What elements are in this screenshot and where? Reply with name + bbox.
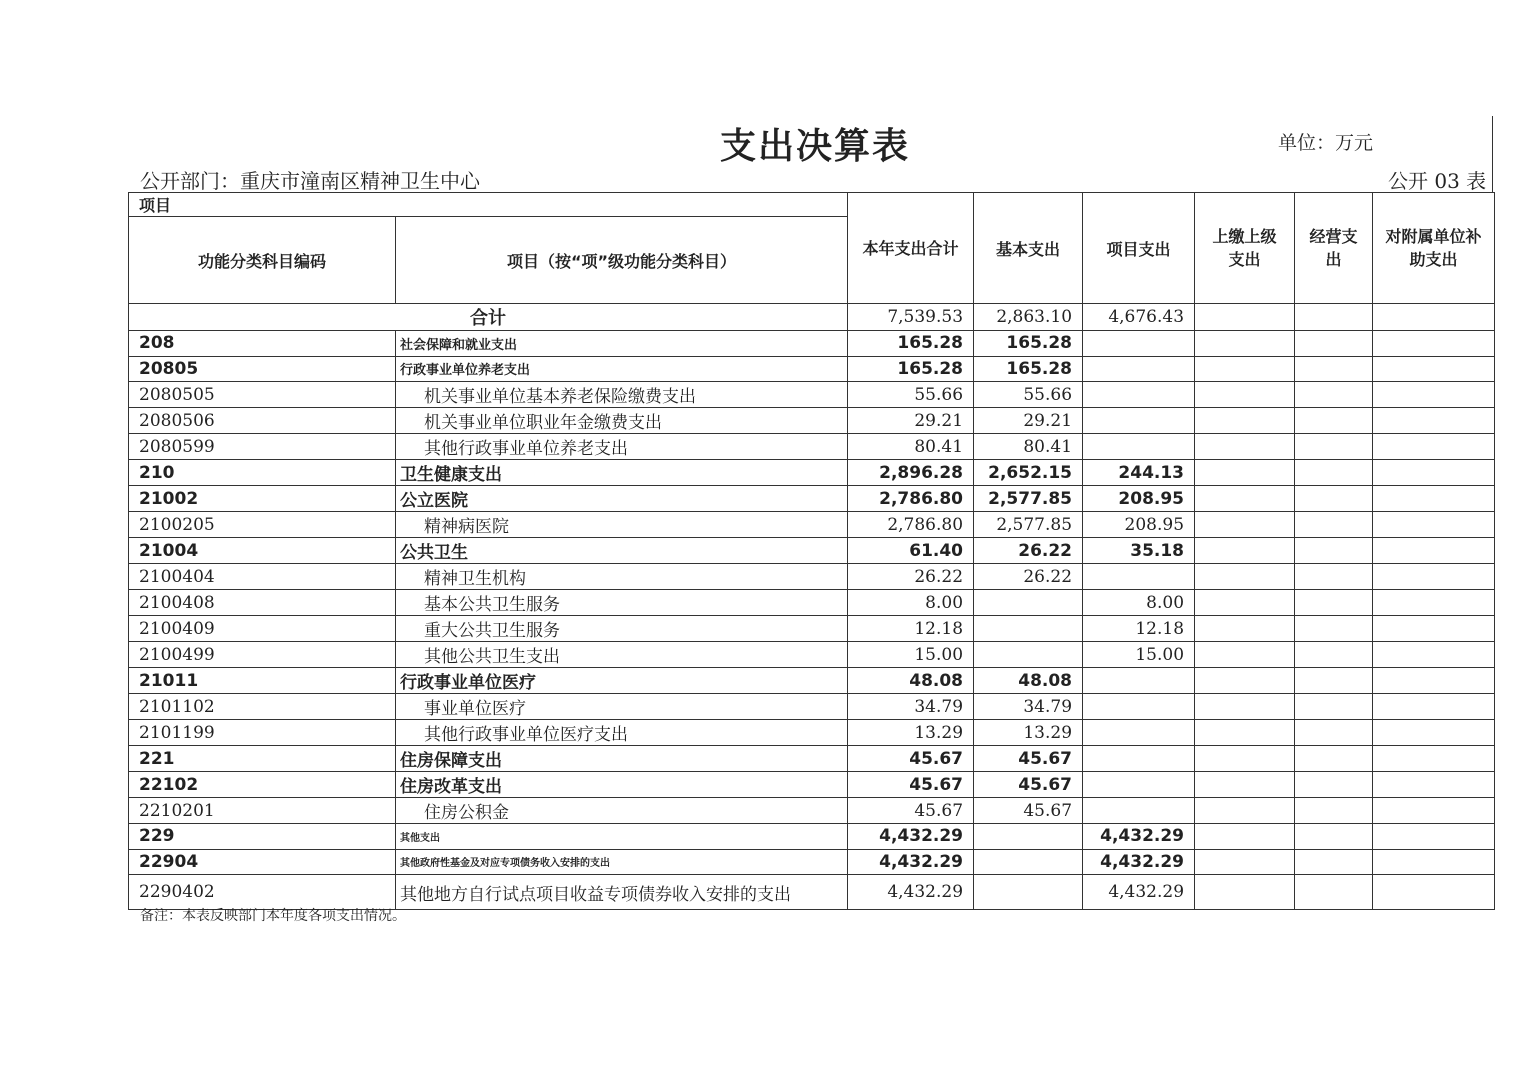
row-subsidy xyxy=(1373,590,1495,616)
row-code: 2100205 xyxy=(129,512,396,538)
row-business xyxy=(1295,694,1373,720)
row-total: 29.21 xyxy=(848,408,974,434)
row-name: 社会保障和就业支出 xyxy=(396,331,848,357)
row-subsidy xyxy=(1373,616,1495,642)
row-total: 34.79 xyxy=(848,694,974,720)
row-basic: 34.79 xyxy=(974,694,1083,720)
table-row xyxy=(129,590,1495,616)
row-project xyxy=(1083,720,1195,746)
row-business xyxy=(1295,772,1373,798)
header-business: 经营支出 xyxy=(1295,193,1373,304)
header-name: 项目（按“项”级功能分类科目） xyxy=(396,217,848,304)
row-subsidy xyxy=(1373,694,1495,720)
row-subsidy xyxy=(1373,668,1495,694)
footnote: 备注：本表反映部门本年度各项支出情况。 xyxy=(140,908,406,924)
row-basic: 48.08 xyxy=(974,668,1083,694)
row-name: 公立医院 xyxy=(396,486,848,512)
row-name: 住房改革支出 xyxy=(396,772,848,798)
row-project: 208.95 xyxy=(1083,512,1195,538)
row-business xyxy=(1295,434,1373,460)
row-business xyxy=(1295,798,1373,824)
row-name: 行政事业单位医疗 xyxy=(396,668,848,694)
row-project: 8.00 xyxy=(1083,590,1195,616)
table-row xyxy=(129,772,1495,798)
header-project: 项目支出 xyxy=(1083,193,1195,304)
row-code: 21002 xyxy=(129,486,396,512)
row-business xyxy=(1295,408,1373,434)
row-project: 4,432.29 xyxy=(1083,849,1195,875)
row-business xyxy=(1295,616,1373,642)
table-row xyxy=(129,616,1495,642)
header-total: 本年支出合计 xyxy=(848,193,974,304)
row-name: 其他公共卫生支出 xyxy=(396,642,848,668)
row-upper xyxy=(1195,720,1295,746)
row-name: 其他支出 xyxy=(396,824,848,850)
row-upper xyxy=(1195,486,1295,512)
row-business xyxy=(1295,849,1373,875)
row-code: 2290402 xyxy=(129,875,396,910)
row-name: 其他行政事业单位医疗支出 xyxy=(396,720,848,746)
row-business xyxy=(1295,642,1373,668)
row-subsidy xyxy=(1373,382,1495,408)
row-project xyxy=(1083,356,1195,382)
row-upper xyxy=(1195,434,1295,460)
row-upper xyxy=(1195,668,1295,694)
row-basic xyxy=(974,642,1083,668)
row-name: 其他行政事业单位养老支出 xyxy=(396,434,848,460)
row-subsidy xyxy=(1373,772,1495,798)
page-title: 支出决算表 xyxy=(720,126,911,167)
row-subsidy xyxy=(1373,331,1495,357)
row-basic xyxy=(974,590,1083,616)
row-total: 61.40 xyxy=(848,538,974,564)
row-total: 2,896.28 xyxy=(848,460,974,486)
row-business xyxy=(1295,564,1373,590)
table-row xyxy=(129,849,1495,875)
row-subsidy xyxy=(1373,564,1495,590)
row-business xyxy=(1295,538,1373,564)
row-basic: 80.41 xyxy=(974,434,1083,460)
row-project xyxy=(1083,434,1195,460)
row-upper xyxy=(1195,356,1295,382)
row-name: 事业单位医疗 xyxy=(396,694,848,720)
row-project: 4,432.29 xyxy=(1083,824,1195,850)
table-row xyxy=(129,538,1495,564)
table-row xyxy=(129,331,1495,357)
row-code: 20805 xyxy=(129,356,396,382)
row-code: 2210201 xyxy=(129,798,396,824)
table-number: 公开 03 表 xyxy=(1388,169,1487,193)
row-code: 2080599 xyxy=(129,434,396,460)
row-upper xyxy=(1195,512,1295,538)
row-subsidy xyxy=(1373,408,1495,434)
row-upper xyxy=(1195,875,1295,910)
row-code: 2100409 xyxy=(129,616,396,642)
row-basic: 45.67 xyxy=(974,772,1083,798)
row-basic: 55.66 xyxy=(974,382,1083,408)
row-business xyxy=(1295,875,1373,910)
row-code: 21011 xyxy=(129,668,396,694)
table-row xyxy=(129,460,1495,486)
right-border-line xyxy=(1492,116,1493,192)
row-business xyxy=(1295,590,1373,616)
row-business xyxy=(1295,746,1373,772)
header-code: 功能分类科目编码 xyxy=(129,217,396,304)
row-basic xyxy=(974,849,1083,875)
unit-label: 单位：万元 xyxy=(1278,132,1374,154)
row-name: 其他地方自行试点项目收益专项债券收入安排的支出 xyxy=(396,875,848,910)
table-row xyxy=(129,356,1495,382)
row-total: 4,432.29 xyxy=(848,824,974,850)
row-name: 公共卫生 xyxy=(396,538,848,564)
row-business xyxy=(1295,356,1373,382)
table-row xyxy=(129,798,1495,824)
row-business xyxy=(1295,486,1373,512)
row-business xyxy=(1295,824,1373,850)
row-upper xyxy=(1195,746,1295,772)
department-label: 公开部门：重庆市潼南区精神卫生中心 xyxy=(140,169,480,193)
row-upper xyxy=(1195,382,1295,408)
row-name: 卫生健康支出 xyxy=(396,460,848,486)
row-total: 45.67 xyxy=(848,798,974,824)
row-upper xyxy=(1195,460,1295,486)
row-upper xyxy=(1195,824,1295,850)
row-subsidy xyxy=(1373,798,1495,824)
row-subsidy xyxy=(1373,538,1495,564)
row-upper xyxy=(1195,642,1295,668)
row-basic: 26.22 xyxy=(974,538,1083,564)
row-name: 精神卫生机构 xyxy=(396,564,848,590)
row-project xyxy=(1083,668,1195,694)
row-code: 21004 xyxy=(129,538,396,564)
table-row xyxy=(129,746,1495,772)
row-upper xyxy=(1195,564,1295,590)
row-project: 15.00 xyxy=(1083,642,1195,668)
row-project xyxy=(1083,331,1195,357)
row-code: 22102 xyxy=(129,772,396,798)
row-basic: 2,652.15 xyxy=(974,460,1083,486)
row-code: 2080505 xyxy=(129,382,396,408)
row-total: 13.29 xyxy=(848,720,974,746)
total-row xyxy=(129,304,1495,331)
row-total: 80.41 xyxy=(848,434,974,460)
table-row xyxy=(129,486,1495,512)
row-name: 重大公共卫生服务 xyxy=(396,616,848,642)
row-basic: 45.67 xyxy=(974,798,1083,824)
row-name: 行政事业单位养老支出 xyxy=(396,356,848,382)
row-upper xyxy=(1195,590,1295,616)
header-subsidy: 对附属单位补助支出 xyxy=(1373,193,1495,304)
row-name: 机关事业单位职业年金缴费支出 xyxy=(396,408,848,434)
table-row xyxy=(129,408,1495,434)
row-total: 55.66 xyxy=(848,382,974,408)
row-basic xyxy=(974,875,1083,910)
row-subsidy xyxy=(1373,356,1495,382)
row-project xyxy=(1083,408,1195,434)
row-project xyxy=(1083,382,1195,408)
row-total: 15.00 xyxy=(848,642,974,668)
row-subsidy xyxy=(1373,849,1495,875)
row-total: 2,786.80 xyxy=(848,512,974,538)
row-upper xyxy=(1195,772,1295,798)
row-total: 165.28 xyxy=(848,331,974,357)
row-basic: 2,577.85 xyxy=(974,512,1083,538)
row-upper xyxy=(1195,408,1295,434)
row-business xyxy=(1295,331,1373,357)
row-business xyxy=(1295,512,1373,538)
row-project: 12.18 xyxy=(1083,616,1195,642)
row-project xyxy=(1083,746,1195,772)
row-project: 4,432.29 xyxy=(1083,875,1195,910)
row-total: 12.18 xyxy=(848,616,974,642)
header-group-project: 项目 xyxy=(129,193,848,217)
row-code: 221 xyxy=(129,746,396,772)
row-project xyxy=(1083,798,1195,824)
row-total: 4,432.29 xyxy=(848,875,974,910)
row-basic: 13.29 xyxy=(974,720,1083,746)
row-project: 208.95 xyxy=(1083,486,1195,512)
total-basic: 2,863.10 xyxy=(974,304,1083,331)
table-row xyxy=(129,382,1495,408)
row-upper xyxy=(1195,331,1295,357)
row-basic xyxy=(974,616,1083,642)
row-subsidy xyxy=(1373,824,1495,850)
row-code: 2100404 xyxy=(129,564,396,590)
row-total: 48.08 xyxy=(848,668,974,694)
row-code: 229 xyxy=(129,824,396,850)
row-upper xyxy=(1195,616,1295,642)
row-subsidy xyxy=(1373,434,1495,460)
row-subsidy xyxy=(1373,460,1495,486)
row-name: 基本公共卫生服务 xyxy=(396,590,848,616)
row-code: 208 xyxy=(129,331,396,357)
row-code: 2080506 xyxy=(129,408,396,434)
row-basic: 165.28 xyxy=(974,356,1083,382)
row-business xyxy=(1295,382,1373,408)
row-basic: 165.28 xyxy=(974,331,1083,357)
row-subsidy xyxy=(1373,746,1495,772)
row-project: 35.18 xyxy=(1083,538,1195,564)
header-upper: 上缴上级支出 xyxy=(1195,193,1295,304)
row-subsidy xyxy=(1373,512,1495,538)
row-upper xyxy=(1195,849,1295,875)
header-basic: 基本支出 xyxy=(974,193,1083,304)
row-basic: 2,577.85 xyxy=(974,486,1083,512)
row-total: 26.22 xyxy=(848,564,974,590)
total-project: 4,676.43 xyxy=(1083,304,1195,331)
row-total: 2,786.80 xyxy=(848,486,974,512)
row-upper xyxy=(1195,694,1295,720)
row-total: 45.67 xyxy=(848,772,974,798)
row-code: 2100499 xyxy=(129,642,396,668)
total-amount: 7,539.53 xyxy=(848,304,974,331)
row-name: 住房公积金 xyxy=(396,798,848,824)
table-row xyxy=(129,720,1495,746)
table-row xyxy=(129,668,1495,694)
row-subsidy xyxy=(1373,642,1495,668)
row-upper xyxy=(1195,798,1295,824)
table-row xyxy=(129,434,1495,460)
row-upper xyxy=(1195,538,1295,564)
row-code: 2101199 xyxy=(129,720,396,746)
row-business xyxy=(1295,720,1373,746)
table-row xyxy=(129,512,1495,538)
row-code: 2100408 xyxy=(129,590,396,616)
expenditure-table xyxy=(128,192,1495,910)
row-code: 2101102 xyxy=(129,694,396,720)
row-project xyxy=(1083,694,1195,720)
total-label: 合计 xyxy=(129,304,848,331)
table-row xyxy=(129,564,1495,590)
row-basic: 45.67 xyxy=(974,746,1083,772)
row-name: 机关事业单位基本养老保险缴费支出 xyxy=(396,382,848,408)
table-row xyxy=(129,824,1495,850)
row-code: 22904 xyxy=(129,849,396,875)
row-total: 165.28 xyxy=(848,356,974,382)
row-name: 其他政府性基金及对应专项债务收入安排的支出 xyxy=(396,849,848,875)
row-name: 住房保障支出 xyxy=(396,746,848,772)
row-project: 244.13 xyxy=(1083,460,1195,486)
row-subsidy xyxy=(1373,720,1495,746)
row-name: 精神病医院 xyxy=(396,512,848,538)
row-total: 8.00 xyxy=(848,590,974,616)
row-subsidy xyxy=(1373,875,1495,910)
row-business xyxy=(1295,668,1373,694)
row-project xyxy=(1083,772,1195,798)
row-total: 4,432.29 xyxy=(848,849,974,875)
row-basic xyxy=(974,824,1083,850)
row-subsidy xyxy=(1373,486,1495,512)
row-basic: 29.21 xyxy=(974,408,1083,434)
row-basic: 26.22 xyxy=(974,564,1083,590)
row-total: 45.67 xyxy=(848,746,974,772)
row-code: 210 xyxy=(129,460,396,486)
row-business xyxy=(1295,460,1373,486)
table-row xyxy=(129,642,1495,668)
row-project xyxy=(1083,564,1195,590)
table-row xyxy=(129,694,1495,720)
